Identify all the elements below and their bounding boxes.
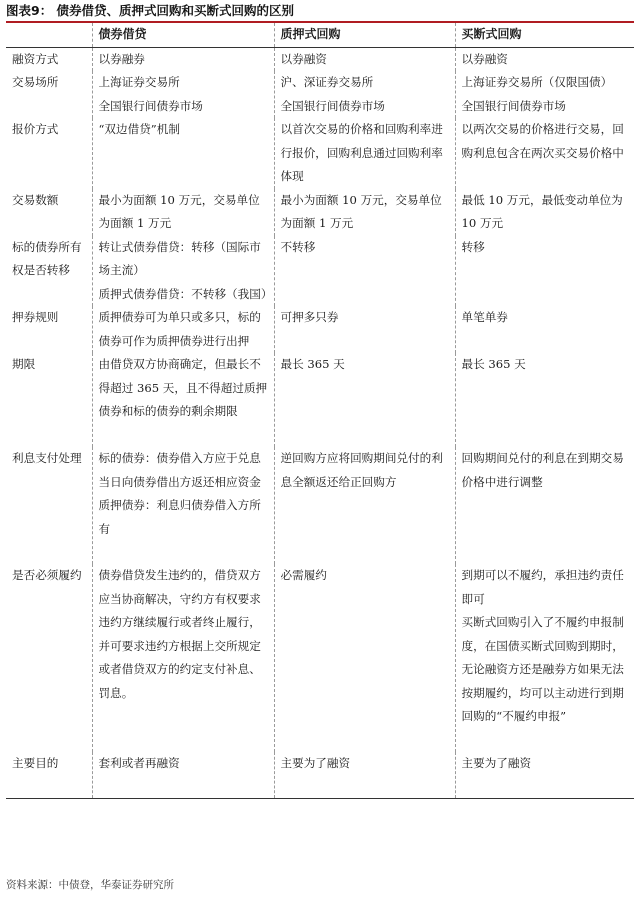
cell-text: 必需履约 bbox=[280, 568, 327, 582]
cell-pledged-repo bbox=[274, 447, 455, 564]
cell-text: 主要为了融资 bbox=[280, 756, 351, 770]
cell-pledged-repo bbox=[274, 564, 455, 752]
cell-outright-repo bbox=[455, 447, 634, 564]
cell-text: 以券融资 bbox=[280, 51, 327, 66]
cell-text: 以券融券 bbox=[98, 51, 145, 66]
table-row bbox=[6, 47, 634, 71]
cell-text: 质押式债券借贷：不转移（我国） bbox=[98, 286, 273, 301]
row-label: 交易场所 bbox=[12, 75, 59, 89]
table-row bbox=[6, 752, 634, 798]
cell-bond-lending bbox=[92, 447, 274, 564]
cell-bond-lending bbox=[92, 118, 274, 189]
row-label: 是否必须履约 bbox=[12, 568, 82, 582]
cell-text: 质押债券可为单只或多只，标的债券可作为质押债券进行出押 bbox=[98, 310, 261, 348]
cell-text: 以券融资 bbox=[461, 51, 508, 66]
cell-outright-repo bbox=[455, 353, 634, 447]
cell-pledged-repo bbox=[274, 47, 455, 71]
header-empty bbox=[6, 23, 92, 47]
cell-pledged-repo bbox=[274, 306, 455, 353]
cell-text: 买断式回购引入了不履约申报制度，在国债买断式回购到期时，无论融资方还是融券方如果无法按期履约，均可以主动进行到期回购的“不履约申报” bbox=[461, 615, 624, 723]
cell-outright-repo bbox=[455, 71, 634, 118]
table-row bbox=[6, 447, 634, 564]
header-outright-repo: 买断式回购 bbox=[455, 23, 634, 47]
row-label: 融资方式 bbox=[12, 51, 59, 66]
cell-text: 上海证券交易所 bbox=[98, 75, 180, 89]
cell-text: 最长 365 天 bbox=[461, 357, 526, 371]
cell-pledged-repo bbox=[274, 71, 455, 118]
header-row bbox=[6, 23, 634, 47]
cell-text: 最小为面额 10 万元，交易单位为面额 1 万元 bbox=[280, 192, 442, 230]
cell-text: 套利或者再融资 bbox=[98, 756, 180, 770]
row-label: 主要目的 bbox=[6, 752, 92, 798]
cell-text: 逆回购方应将回购期间兑付的利息全额返还给正回购方 bbox=[280, 451, 443, 489]
cell-text: 不转移 bbox=[280, 239, 316, 254]
cell-text: 沪、深证券交易所 bbox=[280, 75, 374, 89]
row-label: 交易数额 bbox=[12, 192, 59, 207]
cell-text: 上海证券交易所（仅限国债） bbox=[461, 75, 613, 89]
row-label: 利息支付处理 bbox=[12, 451, 82, 465]
cell-text: 回购期间兑付的利息在到期交易价格中进行调整 bbox=[461, 451, 624, 489]
table-row bbox=[6, 118, 634, 189]
row-label: 报价方式 bbox=[12, 122, 59, 136]
figure-title: 图表9： 债券借贷、质押式回购和买断式回购的区别 bbox=[6, 3, 295, 18]
cell-text: 由借贷双方协商确定，但最长不得超过 365 天，且不得超过质押债券和标的债券的剩余期限 bbox=[98, 357, 268, 418]
cell-outright-repo bbox=[455, 564, 634, 752]
cell-pledged-repo bbox=[274, 236, 455, 307]
cell-text: 以两次交易的价格进行交易，回购利息包含在两次买交易价格中 bbox=[461, 122, 624, 160]
cell-text: 转让式债券借贷：转移（国际市场主流） bbox=[98, 239, 261, 277]
cell-outright-repo bbox=[455, 236, 634, 307]
table-row bbox=[6, 564, 634, 752]
cell-text: 单笔单券 bbox=[461, 310, 508, 324]
cell-bond-lending bbox=[92, 353, 274, 447]
cell-text: 最低 10 万元，最低变动单位为 10 万元 bbox=[461, 192, 623, 230]
cell-bond-lending bbox=[92, 47, 274, 71]
table-row bbox=[6, 306, 634, 353]
table-row bbox=[6, 353, 634, 447]
table-row bbox=[6, 236, 634, 307]
row-label: 标的债券所有权是否转移 bbox=[12, 239, 82, 277]
cell-bond-lending bbox=[92, 306, 274, 353]
table-body bbox=[6, 47, 634, 798]
row-label: 押券规则 bbox=[12, 310, 59, 324]
cell-text: 最小为面额 10 万元，交易单位为面额 1 万元 bbox=[98, 192, 260, 230]
cell-text: 质押债券：利息归债券借入方所有 bbox=[98, 498, 261, 536]
comparison-table bbox=[6, 23, 634, 799]
cell-text: 可押多只券 bbox=[280, 310, 339, 324]
cell-text: 主要为了融资 bbox=[461, 756, 532, 770]
table-row bbox=[6, 189, 634, 236]
cell-text: 最长 365 天 bbox=[280, 357, 345, 371]
cell-text: 到期可以不履约，承担违约责任即可 bbox=[461, 568, 624, 606]
cell-outright-repo bbox=[455, 118, 634, 189]
cell-text: 全国银行间债券市场 bbox=[98, 98, 203, 113]
cell-outright-repo bbox=[455, 189, 634, 236]
header-bond-lending: 债券借贷 bbox=[92, 23, 274, 47]
cell-outright-repo bbox=[455, 752, 634, 798]
row-label: 期限 bbox=[12, 357, 36, 371]
cell-outright-repo bbox=[455, 47, 634, 71]
cell-text: “双边借贷”机制 bbox=[98, 122, 180, 136]
cell-bond-lending bbox=[92, 752, 274, 798]
cell-pledged-repo bbox=[274, 118, 455, 189]
cell-bond-lending bbox=[92, 71, 274, 118]
source-note: 资料来源：中债登，华泰证券研究所 bbox=[6, 879, 174, 891]
cell-pledged-repo bbox=[274, 353, 455, 447]
cell-pledged-repo bbox=[274, 189, 455, 236]
cell-bond-lending bbox=[92, 564, 274, 752]
cell-text: 以首次交易的价格和回购利率进行报价，回购利息通过回购利率体现 bbox=[280, 122, 443, 183]
cell-text: 债券借贷发生违约的，借贷双方应当协商解决，守约方有权要求违约方继续履行或者终止履行，并可要求违约方根据上交所规定或者借贷双方的约定支付补息、罚息。 bbox=[98, 568, 261, 700]
header-pledged-repo: 质押式回购 bbox=[274, 23, 455, 47]
table-row bbox=[6, 71, 634, 118]
cell-text: 全国银行间债券市场 bbox=[280, 98, 385, 113]
cell-text: 标的债券：债券借入方应于兑息当日向债券借出方返还相应资金 bbox=[98, 451, 261, 489]
cell-pledged-repo bbox=[274, 752, 455, 798]
cell-outright-repo bbox=[455, 306, 634, 353]
cell-bond-lending bbox=[92, 236, 274, 307]
cell-text: 全国银行间债券市场 bbox=[461, 98, 566, 113]
cell-text: 转移 bbox=[461, 239, 485, 254]
cell-bond-lending bbox=[92, 189, 274, 236]
